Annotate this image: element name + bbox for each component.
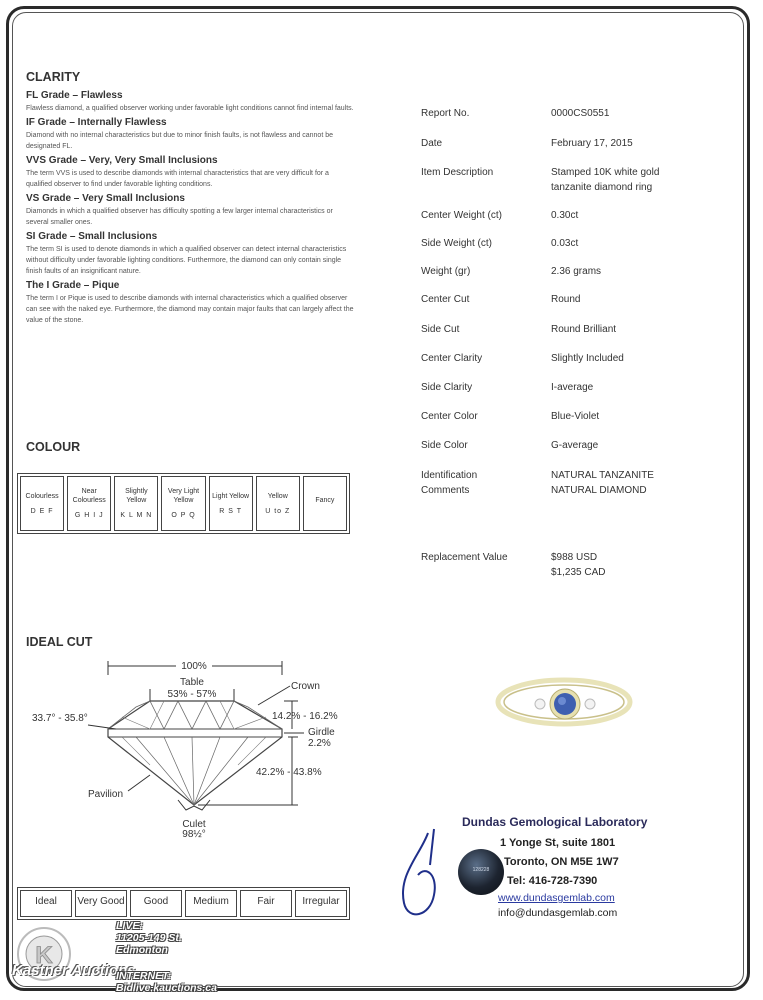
width-label: 100% <box>181 661 207 672</box>
clarity-grade <box>26 90 356 114</box>
grade-description: Flawless diamond, a qualified observer working under favorable light conditions cannot find internal faults. <box>26 105 354 112</box>
report-label: Side Weight (ct) <box>421 238 492 249</box>
diamond-proportions-diagram <box>26 655 356 840</box>
report-label: Center Cut <box>421 294 470 305</box>
grade-title: VVS Grade – Very, Very Small Inclusions <box>26 155 218 166</box>
live-city: Edmonton <box>116 944 168 956</box>
internet-url: Bidlive.kauctions.ca <box>116 982 217 994</box>
seal-icon <box>458 849 504 895</box>
cut-grade-cell: Medium <box>185 890 237 917</box>
report-label: Item Description <box>421 167 494 178</box>
lab-address-line1: 1 Yonge St, suite 1801 <box>500 837 616 849</box>
report-value: G-average <box>551 440 599 451</box>
colour-scale-table <box>17 473 350 534</box>
brand-name: Kastner Auctions <box>12 962 136 979</box>
report-value: 2.36 grams <box>551 266 602 277</box>
girdle-label: Girdle <box>308 727 335 738</box>
colour-title: COLOUR <box>26 440 81 454</box>
grade-title: SI Grade – Small Inclusions <box>26 231 158 242</box>
colour-cell-name: Near Colourless <box>72 488 106 504</box>
report-value: Blue-Violet <box>551 411 600 422</box>
colour-cell-name: Slightly Yellow <box>125 488 148 504</box>
colour-cell-code: K L M N <box>120 512 153 519</box>
culet-label: Culet <box>182 819 206 830</box>
seal-number: 128228 <box>472 867 490 873</box>
report-value: 0.03ct <box>551 238 579 249</box>
report-label: Center Clarity <box>421 353 483 364</box>
colour-cell-code: R S T <box>219 507 243 515</box>
report-label: Date <box>421 138 443 149</box>
cut-grade-cell: Fair <box>240 890 292 917</box>
crown-angle-label: 33.7° - 35.8° <box>32 713 88 724</box>
report-value: Round Brilliant <box>551 324 617 335</box>
grade-title: IF Grade – Internally Flawless <box>26 117 167 128</box>
lab-address-line2: Toronto, ON M5E 1W7 <box>504 856 619 868</box>
cut-grade-table <box>17 887 350 920</box>
report-value: Slightly Included <box>551 353 624 364</box>
report-label: Side Color <box>421 440 468 451</box>
colour-cell-name: Very Light Yellow <box>167 488 200 504</box>
svg-text:K: K <box>35 942 53 969</box>
colour-cell <box>209 476 253 531</box>
grade-description: The term SI is used to denote diamonds in which a qualified observer can detect internal characteristics without difficulty under favorable lighting conditions. Furthermore, the diamond can only contain single finish faults of an insignificant nature. <box>26 246 347 275</box>
colour-cell <box>114 476 158 531</box>
report-value: I-average <box>551 382 594 393</box>
crown-height-label: 14.2% - 16.2% <box>272 711 338 722</box>
pavilion-depth-label: 42.2% - 43.8% <box>256 767 322 778</box>
clarity-grade <box>26 280 356 326</box>
colour-cell-code: U to Z <box>265 507 291 515</box>
report-label: Report No. <box>421 108 470 119</box>
pavilion-label: Pavilion <box>88 789 124 800</box>
colour-cell-code: O P Q <box>171 512 196 519</box>
report-label: Side Clarity <box>421 382 473 393</box>
report-value: Stamped 10K white gold tanzanite diamond ring <box>551 167 660 193</box>
ideal-cut-title: IDEAL CUT <box>26 635 93 649</box>
report-label: Replacement Value <box>421 552 508 563</box>
lab-phone: Tel: 416-728-7390 <box>507 875 598 887</box>
report-value: NATURAL TANZANITE NATURAL DIAMOND <box>551 470 654 496</box>
colour-cell-name: Colourless <box>25 492 59 500</box>
grade-title: VS Grade – Very Small Inclusions <box>26 193 185 204</box>
live-address: 11205-149 St. <box>116 932 182 944</box>
live-label: LIVE: <box>116 920 143 932</box>
colour-cell-name: Yellow <box>267 492 288 500</box>
clarity-grade <box>26 117 356 152</box>
grade-description: Diamond with no internal characteristics but due to minor finish faults, is not flawless and cannot be designated FL. <box>26 132 333 150</box>
grade-description: The term I or Pique is used to describe diamonds with internal characteristics which a qualified observer can see with the naked eye. Furthermore, the diamond may contain major faults that can largely affect the value of the stone. <box>26 295 354 324</box>
report-value: $988 USD $1,235 CAD <box>551 552 606 578</box>
clarity-grade <box>26 155 356 190</box>
clarity-title: CLARITY <box>26 70 81 84</box>
colour-cell-code: G H I J <box>74 512 104 519</box>
colour-cell-name: Fancy <box>315 497 335 504</box>
internet-label: INTERNET: <box>116 970 172 982</box>
colour-cell <box>303 476 347 531</box>
report-label: Center Weight (ct) <box>421 210 502 221</box>
colour-cell <box>20 476 64 531</box>
lab-name: Dundas Gemological Laboratory <box>462 815 648 829</box>
report-value: Round <box>551 294 581 305</box>
report-value: February 17, 2015 <box>551 138 633 149</box>
colour-cell <box>161 476 205 531</box>
report-label: Identification Comments <box>421 470 478 496</box>
report-value: 0000CS0551 <box>551 108 610 119</box>
cut-grade-cell: Good <box>130 890 182 917</box>
crown-label: Crown <box>291 681 320 692</box>
culet-value: 98½° <box>182 829 206 840</box>
girdle-value: 2.2% <box>308 738 331 749</box>
grade-description: Diamonds in which a qualified observer has difficulty spotting a few larger internal characteristics or several smaller ones. <box>26 208 333 226</box>
colour-cell-code: D E F <box>30 507 54 515</box>
colour-cell-name: Light Yellow <box>212 492 250 500</box>
clarity-section <box>26 70 356 326</box>
table-label: Table <box>180 677 204 688</box>
grade-title: FL Grade – Flawless <box>26 90 123 101</box>
clarity-grade <box>26 231 356 277</box>
colour-cell <box>67 476 111 531</box>
grade-title: The I Grade – Pique <box>26 280 120 291</box>
colour-cell <box>256 476 300 531</box>
cut-grade-cell: Irregular <box>295 890 347 917</box>
kastner-logo-icon <box>8 924 104 994</box>
ring-photo <box>494 668 634 730</box>
lab-website-link[interactable]: www.dundasgemlab.com <box>498 892 615 904</box>
report-label: Side Cut <box>421 324 460 335</box>
table-range-label: 53% - 57% <box>167 689 217 700</box>
cut-grade-cell: Very Good <box>75 890 127 917</box>
cut-grade-cell: Ideal <box>20 890 72 917</box>
grade-description: The term VVS is used to describe diamonds with internal characteristics that are very difficult for a qualified observer to find under favorable lighting conditions. <box>26 170 329 188</box>
auction-watermark <box>0 918 240 1000</box>
lab-email[interactable]: info@dundasgemlab.com <box>498 907 618 919</box>
report-label: Center Color <box>421 411 478 422</box>
report-value: 0.30ct <box>551 210 579 221</box>
signature-icon <box>390 825 450 925</box>
clarity-grade <box>26 193 356 228</box>
report-label: Weight (gr) <box>421 266 471 277</box>
